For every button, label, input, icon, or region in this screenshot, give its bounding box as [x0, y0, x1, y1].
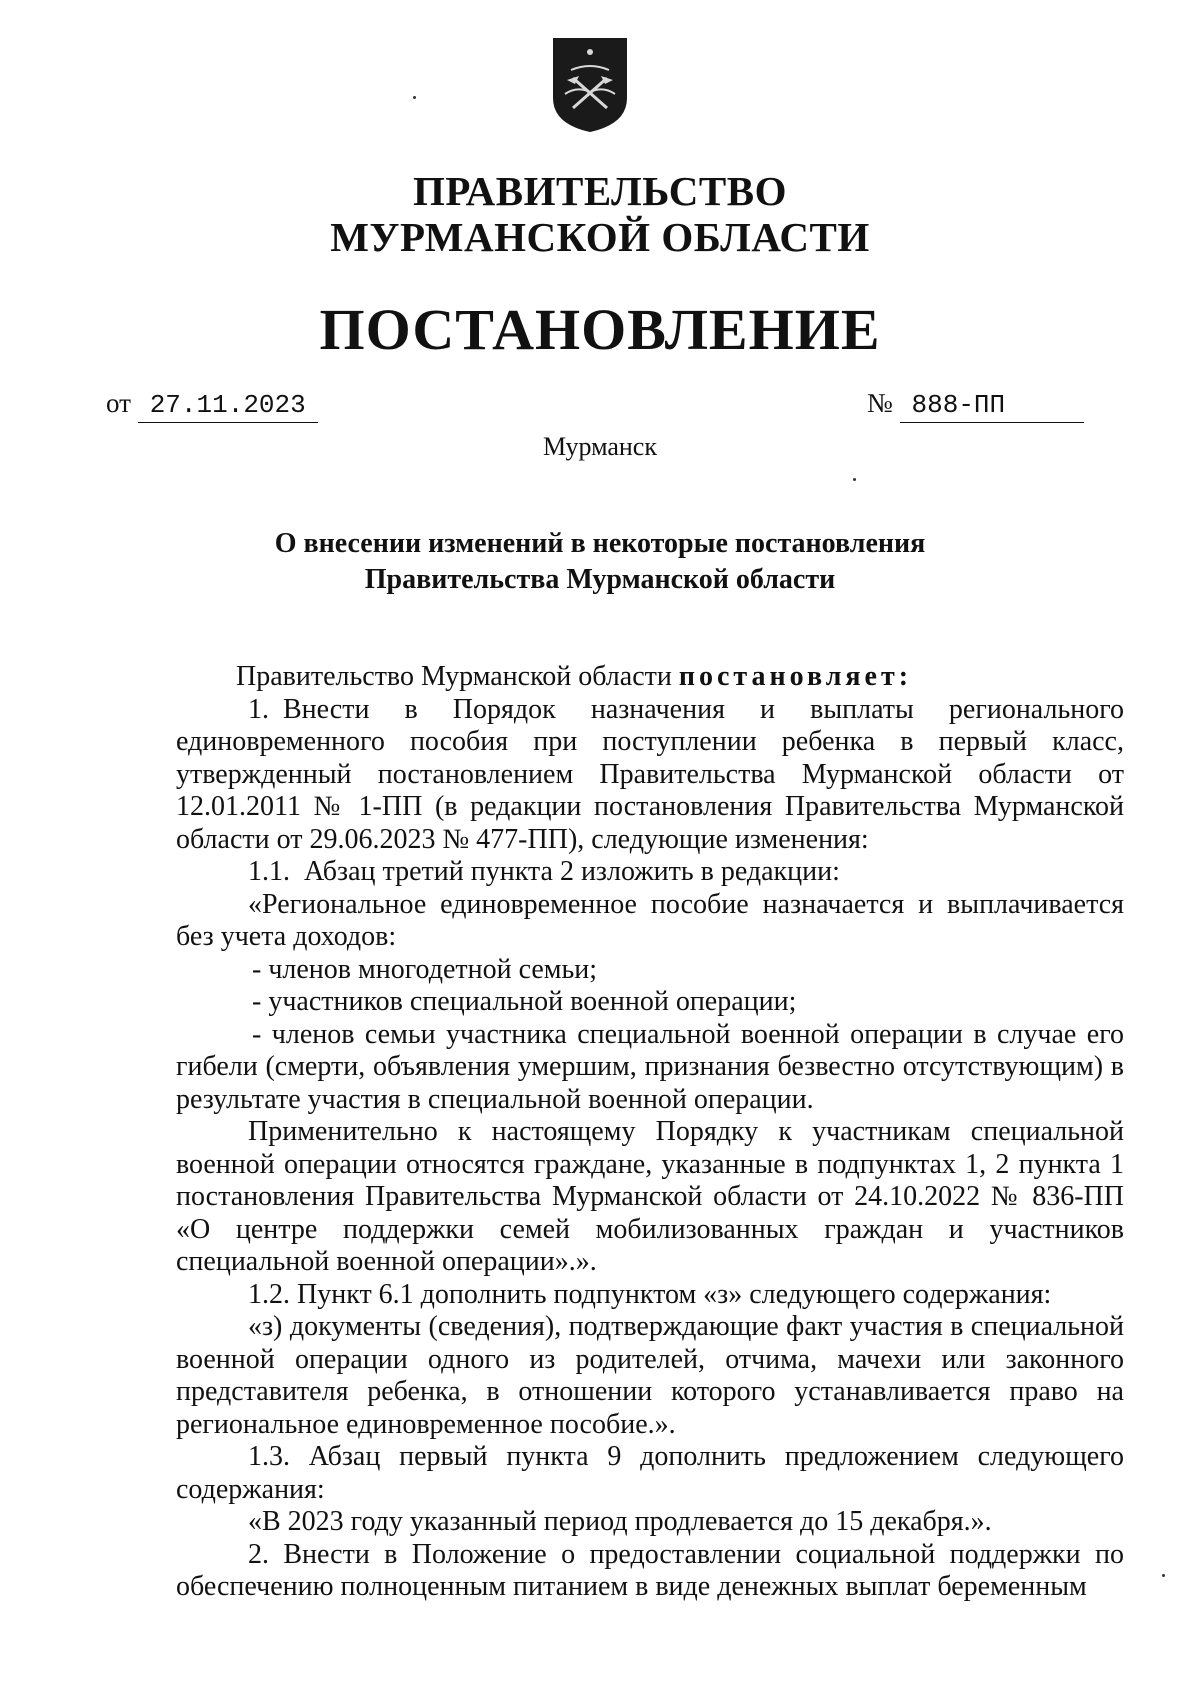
dash-item-2: - участников специальной военной операции;: [252, 986, 797, 1017]
number-prefix: №: [867, 388, 893, 418]
government-name-line1: ПРАВИТЕЛЬСТВО: [412, 168, 788, 214]
paragraph-1-3: 1.3. Абзац первый пункта 9 дополнить предложением следующего содержания:: [176, 1441, 1124, 1505]
intro-text: Правительство Мурманской области: [236, 661, 679, 692]
document-number: 888-ПП: [900, 388, 1084, 423]
subject-line1: О внесении изменений в некоторые постановления: [274, 528, 926, 559]
document-type-title: ПОСТАНОВЛЕНИЕ: [319, 297, 881, 362]
scan-speck: [853, 478, 856, 481]
document-body: [176, 661, 1124, 1604]
dash-item-3: - членов семьи участника специальной военной операции в случае его гибели (смерти, объявления умершим, признания безвестно отсутствующим) в результате участия в специальной военной операции.: [176, 1018, 1124, 1115]
decree-word: постановляет:: [678, 661, 913, 692]
quote-paragraph-1: «Региональное единовременное пособие назначается и выплачивается без учета доходов:: [176, 888, 1124, 952]
document-date: 27.11.2023: [138, 388, 318, 423]
paragraph-1: 1. Внести в Порядок назначения и выплаты регионального единовременного пособия при поступлении ребенка в первый класс, утвержденный постановлением Правительства Мурманской области от 12.01.2011 № 1-ПП (в редакции постановления Правительства Мурманской области от 29.06.2023 № 477-ПП), следующие изменения:: [176, 693, 1124, 855]
date-field: [106, 386, 318, 423]
dash-item-1: - членов многодетной семьи;: [252, 953, 598, 985]
scan-speck: [1162, 1574, 1165, 1577]
intro-paragraph: [176, 661, 1124, 694]
paragraph-1-1: 1.1. Абзац третий пункта 2 изложить в редакции:: [248, 856, 840, 887]
paragraph-apply: Применительно к настоящему Порядку к участникам специальной военной операции относятся граждане, указанные в подпунктах 1, 2 пункта 1 постановления Правительства Мурманской области от 24.10.2022 № 836-ПП «О центре поддержки семей мобилизованных граждан и участников специальной военной операции».».: [176, 1116, 1124, 1277]
city-name: Мурманск: [543, 432, 657, 461]
scan-speck: [413, 96, 416, 99]
quote-paragraph-2023: «В 2023 году указанный период продлевается до 15 декабря.».: [248, 1506, 992, 1537]
government-name-line2: МУРМАНСКОЙ ОБЛАСТИ: [330, 214, 870, 260]
number-field: [867, 386, 1084, 423]
paragraph-1-2: 1.2. Пункт 6.1 дополнить подпунктом «з» следующего содержания:: [248, 1278, 1052, 1310]
quote-paragraph-z: «з) документы (сведения), подтверждающие факт участия в специальной военной операции одного из родителей, отчима, мачехи или законного представителя ребенка, в отношении которого устанавливается право на региональное единовременное пособие.».: [176, 1311, 1124, 1440]
coat-of-arms-icon: [551, 36, 629, 134]
paragraph-2: 2. Внести в Положение о предоставлении социальной поддержки по обеспечению полноценным питанием в виде денежных выплат беременным: [176, 1538, 1124, 1602]
subject-line2: Правительства Мурманской области: [364, 564, 836, 595]
date-prefix: от: [106, 388, 131, 418]
